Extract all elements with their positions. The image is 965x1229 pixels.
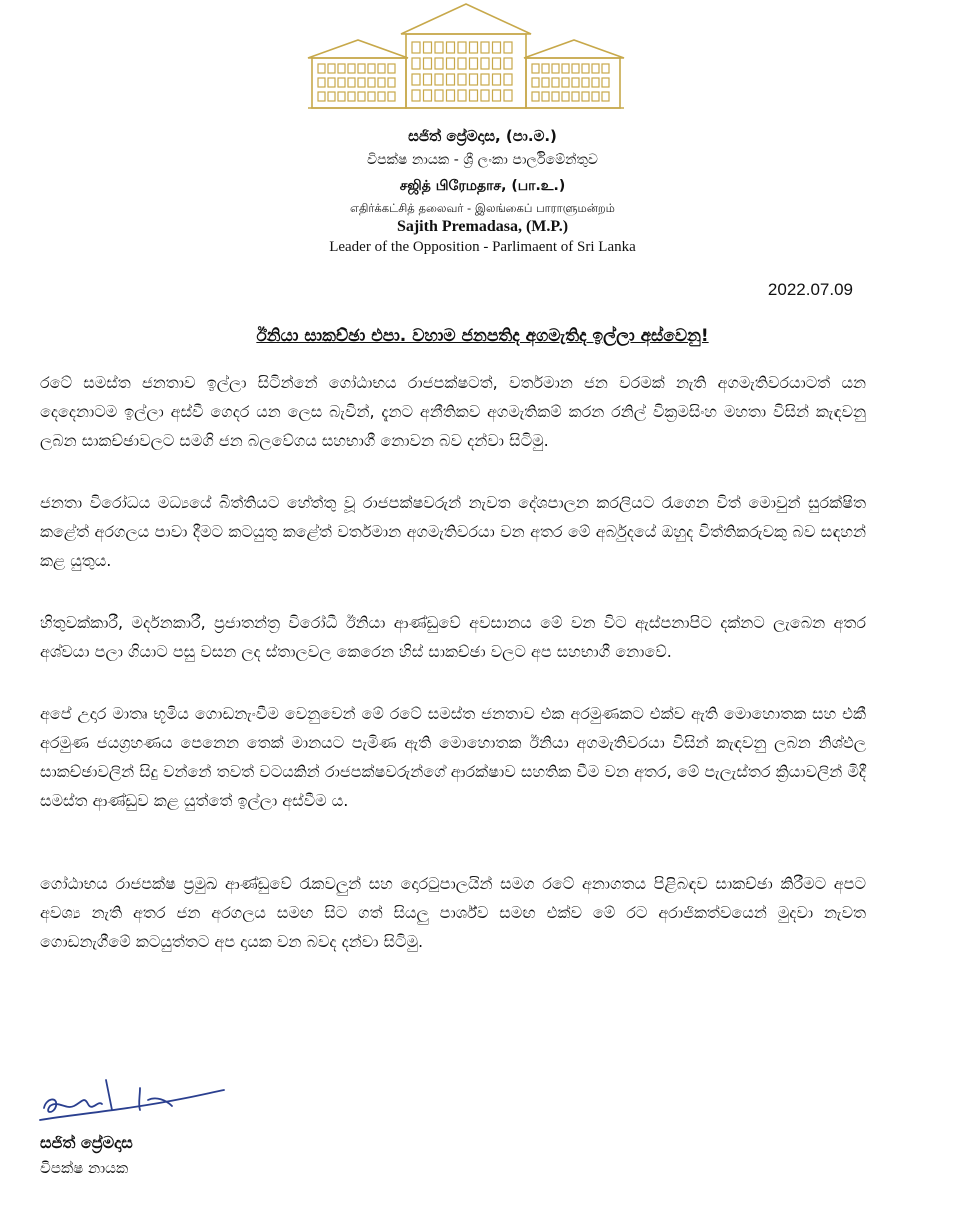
document-date: 2022.07.09 [767,280,853,299]
letterhead-role-english: Leader of the Opposition - Parlimaent of Sri Lanka [329,239,636,255]
letterhead-role-tamil: எதிர்க்கட்சித் தலைவர் - இலங்கைப் பாராளுமன்றம் [350,201,615,215]
letterhead-role-sinhala: විපක්ෂ නායක - ශ්‍රී ලංකා පාර්ලිමේන්තුව [367,152,598,168]
parliament-building-icon [306,2,626,112]
paragraph: හිතුවක්කාරී, මර්දනකාරී, ප්‍රජාතන්ත්‍ර විරෝධී ඊනියා ආණ්ඩුවේ අවසානය මේ වන විට ඇස්පනාපිට දක්නට ලැබෙන අතර අශ්වයා පලා ගියාට පසු වසන ලද ස්තාලවල කෙරෙන හිස් සාකච්ඡා වලට අප සහභාගී නොවේ. [40,613,866,661]
document-body [40,368,866,989]
paragraph: රටේ සමස්ත ජනතාව ඉල්ලා සිටින්නේ ගෝඨාභය රාජපක්ෂටත්, වර්තමාන ජන වරමක් නැති අගමැතිවරයාටත් යන දෙදෙනාටම ඉල්ලා අස්වී ගෙදර යන ලෙස බැවින්, දැනට අනීතිකව අගමැතිකම් කරන රනිල් වික්‍රමසිංහ මහතා විසින් කැඳවනු ලබන සාකච්ඡාවලට සමගි ජන බලවේගය සහභාගී නොවන බව දන්වා සිටිමු. [40,373,866,450]
paragraph: ගෝඨාභය රාජපක්ෂ ප්‍රමුඛ ආණ්ඩුවේ රැකවලුන් සහ දොරටුපාලයින් සමග රටේ අනාගතය පිළිබඳව සාකච්ඡා කිරීමට අපට අවශ්‍ය නැති අතර ජන අරගලය සමඟ සිට ගත් සියලු පාර්ශ්ව සමඟ එක්ව මේ රට අරාජිකත්වයෙන් මුදවා නැවත ගොඩනැගීමේ කටයුත්තට අප දායක වන බවද දන්වා සිටිමු. [40,874,866,951]
paragraph: ජනතා විරෝධය මධ්‍යයේ බිත්තියට හේත්තු වූ රාජපක්ෂවරුන් නැවත දේශපාලන කරලියට රැගෙන විත් මොවුන් සුරක්ෂිත කළේත් අරගලය පාවා දීමට කටයුතු කළේත් වර්තමාන අගමැතිවරයා වන අතර මේ අර්බුදයේ ඔහුද විත්තිකරුවකු බව සඳහන් කළ යුතුය. [40,493,866,570]
signatory-name: සජිත් ප්‍රේමදාස [40,1133,133,1152]
document-title: ඊනියා සාකච්ඡා එපා. වහාම ජනපතිද අගමැතිද ඉල්ලා අස්වෙනු! [256,326,709,346]
letterhead-name-english: Sajith Premadasa, (M.P.) [396,218,569,235]
letterhead-name-tamil: சஜித் பிரேமதாச, (பா.உ.) [399,178,566,194]
signatory-role: විපක්ෂ නායක [40,1159,129,1177]
letterhead-name-sinhala: සජිත් ප්‍රේමදාස, (පා.ම.) [408,127,557,145]
handwritten-signature [36,1070,226,1130]
paragraph: අපේ උදාර මාතෘ භූමිය ගොඩනැංවීම වෙනුවෙන් මේ රටේ සමස්ත ජනතාව එක අරමුණකට එක්ව ඇති මොහොතක සහ එකී අරමුණ ජයග්‍රහණය පෙනෙන තෙක් මානයට පැමිණ ඇති මොහොතක ඊනියා අගමැතිවරයා විසින් කැඳවනු ලබන නිශ්ඵල සාකච්ඡාවලින් සිදු වන්නේ තවත් වටයකින් රාජපක්ෂවරුන්ගේ ආරක්ෂාව සහතික වීම වන අතර, මේ පැලැස්තර ක්‍රියාවලින් මිදී සමස්ත ආණ්ඩුව කළ යුත්තේ ඉල්ලා අස්වීම ය. [40,704,866,810]
